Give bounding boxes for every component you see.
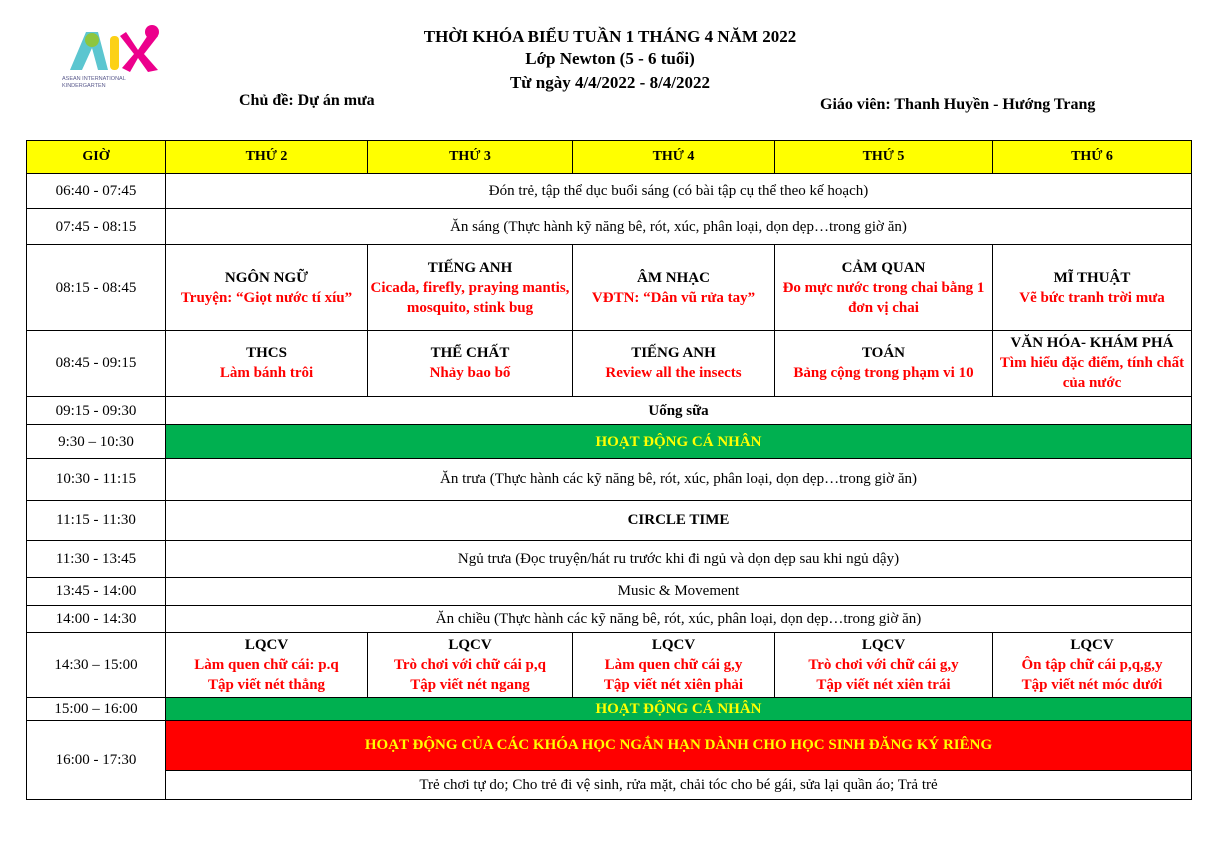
table-row — [27, 720, 1192, 770]
timetable — [26, 140, 1192, 800]
activity-cell: Đón trẻ, tập thể dục buổi sáng (có bài tập cụ thể theo kế hoạch) — [166, 174, 1192, 209]
lesson-cell-wed: LQCV Làm quen chữ cái g,y Tập viết nét xiên phải — [573, 633, 775, 698]
col-header-time: GIỜ — [27, 141, 166, 174]
activity-cell: Ngủ trưa (Đọc truyện/hát ru trước khi đi ngủ và dọn dẹp sau khi ngủ dậy) — [166, 540, 1192, 577]
activity-cell: Ăn chiều (Thực hành các kỹ năng bê, rót, xúc, phân loại, dọn dẹp…trong giờ ăn) — [166, 606, 1192, 633]
table-row — [27, 770, 1192, 799]
table-row — [27, 397, 1192, 425]
table-row — [27, 209, 1192, 245]
time-cell: 11:30 - 13:45 — [27, 540, 166, 577]
lesson-cell-tue: LQCV Trò chơi với chữ cái p,q Tập viết nét ngang — [368, 633, 573, 698]
schedule-title: THỜI KHÓA BIỂU TUẦN 1 THÁNG 4 NĂM 2022 — [423, 27, 797, 46]
lesson-cell-mon: LQCV Làm quen chữ cái: p.q Tập viết nét thẳng — [166, 633, 368, 698]
activity-cell-special: HOẠT ĐỘNG CỦA CÁC KHÓA HỌC NGẮN HẠN DÀNH CHO HỌC SINH ĐĂNG KÝ RIÊNG — [166, 720, 1192, 770]
time-cell: 14:00 - 14:30 — [27, 606, 166, 633]
time-cell: 9:30 – 10:30 — [27, 425, 166, 459]
table-row — [27, 459, 1192, 500]
col-header-tue: THỨ 3 — [368, 141, 573, 174]
lesson-cell-tue: TIẾNG ANH Cicada, firefly, praying mantis, mosquito, stink bug — [368, 245, 573, 330]
table-row — [27, 245, 1192, 330]
table-row — [27, 330, 1192, 396]
lesson-cell-wed: TIẾNG ANH Review all the insects — [573, 330, 775, 396]
activity-cell: CIRCLE TIME — [166, 500, 1192, 540]
teachers: Giáo viên: Thanh Huyền - Hướng Trang — [820, 96, 1096, 113]
col-header-thu: THỨ 5 — [775, 141, 993, 174]
lesson-cell-thu: CẢM QUAN Đo mực nước trong chai bằng 1 đơn vị chai — [775, 245, 993, 330]
logo-letters — [70, 25, 159, 72]
lesson-cell-fri: LQCV Ôn tập chữ cái p,q,g,y Tập viết nét móc dưới — [993, 633, 1192, 698]
topic: Chủ đề: Dự án mưa — [239, 92, 375, 109]
time-cell: 08:15 - 08:45 — [27, 245, 166, 330]
lesson-cell-thu: LQCV Trò chơi với chữ cái g,y Tập viết nét xiên trái — [775, 633, 993, 698]
lesson-cell-wed: ÂM NHẠC VĐTN: “Dân vũ rửa tay” — [573, 245, 775, 330]
table-row — [27, 174, 1192, 209]
lesson-cell-mon: NGÔN NGỮ Truyện: “Giọt nước tí xíu” — [166, 245, 368, 330]
activity-cell: Music & Movement — [166, 577, 1192, 605]
time-cell: 16:00 - 17:30 — [27, 720, 166, 799]
header-row — [27, 141, 1192, 174]
col-header-fri: THỨ 6 — [993, 141, 1192, 174]
table-row — [27, 633, 1192, 698]
table-row — [27, 577, 1192, 605]
activity-cell: Ăn sáng (Thực hành kỹ năng bê, rót, xúc, phân loại, dọn dẹp…trong giờ ăn) — [166, 209, 1192, 245]
logo-text: ASEAN INTERNATIONAL — [62, 76, 126, 82]
activity-cell: Uống sữa — [166, 397, 1192, 425]
table-row — [27, 425, 1192, 459]
lesson-cell-fri: VĂN HÓA- KHÁM PHÁ Tìm hiểu đặc điểm, tính chất của nước — [993, 330, 1192, 396]
activity-cell: Trẻ chơi tự do; Cho trẻ đi vệ sinh, rửa mặt, chải tóc cho bé gái, sửa lại quần áo; Trả trẻ — [166, 770, 1192, 799]
activity-cell-highlight: HOẠT ĐỘNG CÁ NHÂN — [166, 425, 1192, 459]
lesson-cell-tue: THỂ CHẤT Nhảy bao bố — [368, 330, 573, 396]
lesson-cell-fri: MĨ THUẬT Vẽ bức tranh trời mưa — [993, 245, 1192, 330]
svg-text:KINDERGARTEN: KINDERGARTEN — [62, 83, 106, 89]
time-cell: 09:15 - 09:30 — [27, 397, 166, 425]
class-name: Lớp Newton (5 - 6 tuổi) — [525, 49, 695, 68]
date-range: Từ ngày 4/4/2022 - 8/4/2022 — [509, 73, 711, 92]
table-row — [27, 606, 1192, 633]
time-cell: 13:45 - 14:00 — [27, 577, 166, 605]
time-cell: 07:45 - 08:15 — [27, 209, 166, 245]
time-cell: 11:15 - 11:30 — [27, 500, 166, 540]
time-cell: 15:00 – 16:00 — [27, 698, 166, 720]
time-cell: 08:45 - 09:15 — [27, 330, 166, 396]
activity-cell-highlight: HOẠT ĐỘNG CÁ NHÂN — [166, 698, 1192, 720]
activity-cell: Ăn trưa (Thực hành các kỹ năng bê, rót, xúc, phân loại, dọn dẹp…trong giờ ăn) — [166, 459, 1192, 500]
time-cell: 06:40 - 07:45 — [27, 174, 166, 209]
col-header-mon: THỨ 2 — [166, 141, 368, 174]
time-cell: 10:30 - 11:15 — [27, 459, 166, 500]
lesson-cell-mon: THCS Làm bánh trôi — [166, 330, 368, 396]
time-cell: 14:30 – 15:00 — [27, 633, 166, 698]
table-row — [27, 698, 1192, 720]
lesson-cell-thu: TOÁN Bảng cộng trong phạm vi 10 — [775, 330, 993, 396]
school-logo — [58, 18, 178, 93]
table-row — [27, 540, 1192, 577]
table-row — [27, 500, 1192, 540]
col-header-wed: THỨ 4 — [573, 141, 775, 174]
